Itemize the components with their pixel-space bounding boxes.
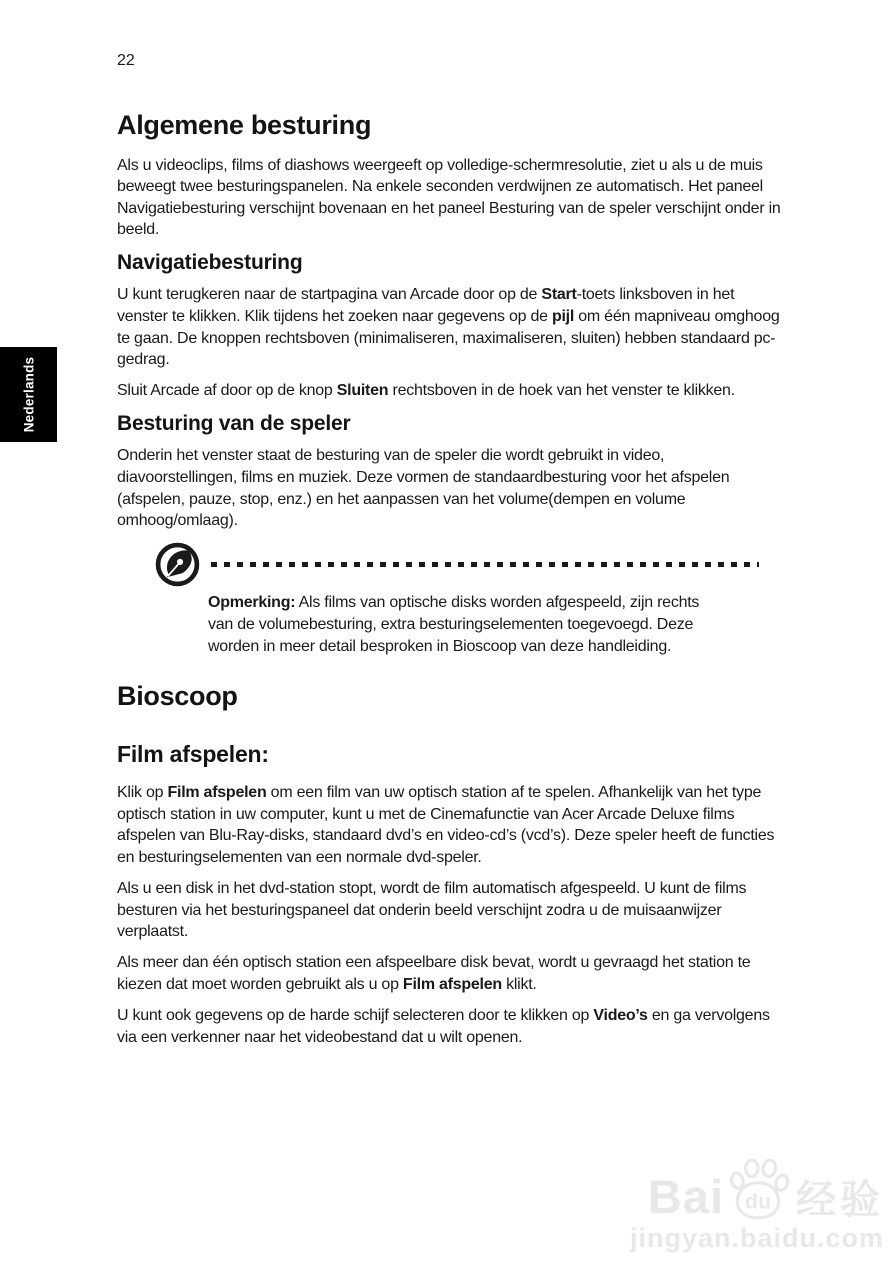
heading-film-afspelen: Film afspelen: [117, 741, 269, 768]
note-block [117, 541, 785, 657]
heading-algemene-besturing: Algemene besturing [117, 109, 372, 140]
heading-besturing-van-de-speler: Besturing van de speler [117, 412, 351, 436]
heading-navigatiebesturing: Navigatiebesturing [117, 251, 303, 275]
page-content [117, 50, 785, 1058]
baidu-watermark-url: jingyan.baidu.com [629, 1223, 884, 1253]
language-tab-label: Nederlands [21, 356, 36, 433]
paragraph-navigation-2: Sluit Arcade af door op de knop Sluiten rechtsboven in de hoek van het venster te klikken. [117, 382, 735, 400]
baidu-logo-du: du [744, 1188, 772, 1214]
baidu-watermark [630, 1158, 884, 1254]
paragraph-navigation-1: U kunt terugkeren naar de startpagina van Arcade door op de Start-toets linksboven in het venster te klikken. Klik tijdens het zoeken naar gegevens op de pijl om één mapniveau omghoog te gaan. De knoppen rechtsboven (minimaliseren, maximaliseren, sluiten) hebben standaard pc-gedrag. [117, 286, 780, 369]
note-text: Opmerking: Als films van optische disks worden afgespeeld, zijn rechts van de volumebesturing, extra besturingselementen toegevoegd. Deze worden in meer detail besproken in Bioscoop van deze handleiding. [208, 594, 700, 655]
baidu-logo-bai: Bai [647, 1170, 724, 1223]
paragraph-player: Onderin het venster staat de besturing van de speler die wordt gebruikt in video, diavoorstellingen, films en muziek. Deze vormen de standaardbesturing voor het afspelen (afspelen, pauze, stop, enz.) en het aanpassen van het volume(dempen en volume omhoog/omlaag). [117, 447, 730, 530]
paragraph-film-2: Als u een disk in het dvd-station stopt, wordt de film automatisch afgespeeld. U kunt de films besturen via het besturingspaneel dat onderin beeld verschijnt zodra u de muisaanwijzer verplaatst. [117, 879, 747, 941]
pen-nib-icon [154, 541, 201, 588]
baidu-logo-jingyan-cn: 经验 [796, 1178, 884, 1222]
paragraph-film-4: U kunt ook gegevens op de harde schijf selecteren door te klikken op Video’s en ga vervolgens via een verkenner naar het videobestand dat u wilt openen. [117, 1006, 770, 1046]
paragraph-film-1: Klik op Film afspelen om een film van uw optisch station af te spelen. Afhankelijk van het type optisch station in uw computer, kunt u met de Cinemafunctie van Acer Arcade Deluxe films afspelen van Blu-Ray-disks, standaard dvd’s en video-cd’s (vcd’s). Deze speler heeft de functies en besturingselementen van een normale dvd-speler. [117, 784, 775, 866]
dashed-divider [211, 562, 759, 567]
page-number: 22 [117, 52, 135, 69]
heading-bioscoop: Bioscoop [117, 681, 238, 712]
baidu-logo-row [630, 1158, 884, 1223]
paragraph-film-3: Als meer dan één optisch station een afspeelbare disk bevat, wordt u gevraagd het station te kiezen dat moet worden gebruikt als u op Film afspelen klikt. [117, 954, 751, 993]
paragraph-general: Als u videoclips, films of diashows weergeeft op volledige-schermresolutie, ziet u als u de muis beweegt twee besturingspanelen. Na enkele seconden verdwijnen ze automatisch. Het paneel Navigatiebesturing verschijnt bovenaan en het paneel Besturing van de speler verschijnt onder in beeld. [117, 156, 781, 239]
note-header [154, 541, 759, 588]
baidu-paw-icon [725, 1158, 791, 1224]
language-tab [0, 347, 57, 442]
